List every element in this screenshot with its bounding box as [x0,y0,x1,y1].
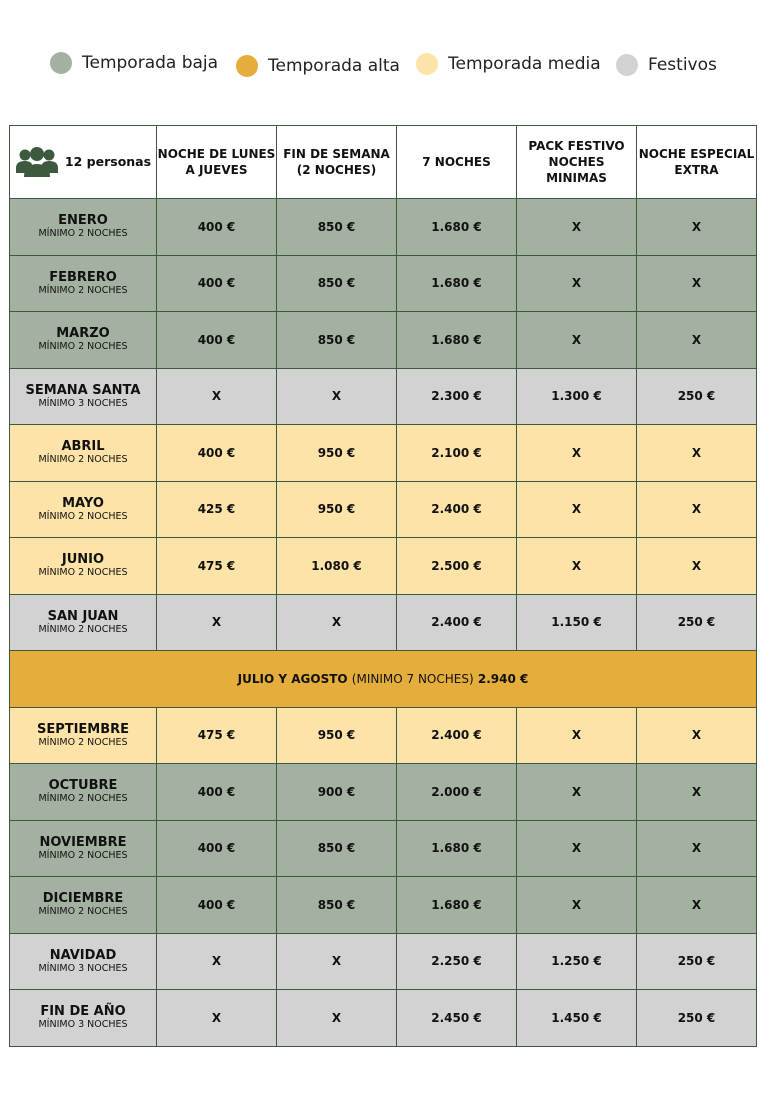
price-cell: 1.080 € [277,538,397,595]
table-row [10,312,757,369]
price-cell: X [637,538,757,595]
price-cell: 850 € [277,877,397,934]
table-row [10,877,757,934]
price-cell: 1.680 € [397,199,517,256]
month-name: SAN JUAN [47,608,119,624]
summer-min-nights: (MINIMO 7 NOCHES) [351,671,474,686]
month-name: NOVIEMBRE [39,834,127,850]
month-cell [10,594,157,651]
table-row [10,651,757,708]
month-name: JUNIO [61,552,105,568]
month-name: SEPTIEMBRE [36,721,130,737]
price-cell: X [517,764,637,821]
price-cell: X [157,368,277,425]
price-cell: X [637,820,757,877]
price-cell: 250 € [637,933,757,990]
month-min-nights: MÍNIMO 2 NOCHES [38,567,128,579]
price-cell: X [637,877,757,934]
col-header-noche-especial: NOCHE ESPECIAL EXTRA [637,126,757,199]
table-row [10,255,757,312]
price-cell: X [517,538,637,595]
price-cell: 950 € [277,425,397,482]
price-cell: 850 € [277,312,397,369]
price-cell: 1.680 € [397,877,517,934]
month-min-nights: MÍNIMO 2 NOCHES [38,341,128,353]
legend-item-media [416,53,601,75]
price-cell: X [517,425,637,482]
price-cell: X [277,990,397,1047]
month-cell [10,481,157,538]
month-cell [10,707,157,764]
summer-month-name: JULIO Y AGOSTO [237,671,348,686]
price-cell: 400 € [157,820,277,877]
persons-header [10,126,157,199]
legend-item-baja [50,52,218,74]
month-cell [10,933,157,990]
price-cell: 900 € [277,764,397,821]
month-name: DICIEMBRE [42,891,124,907]
price-cell: 400 € [157,425,277,482]
price-cell: 425 € [157,481,277,538]
price-cell: 1.250 € [517,933,637,990]
price-cell: X [277,594,397,651]
price-cell: 2.300 € [397,368,517,425]
table-row [10,594,757,651]
month-cell [10,199,157,256]
price-cell: 400 € [157,312,277,369]
month-name: FEBRERO [49,269,117,285]
col-header-lunes-jueves: NOCHE DE LUNES A JUEVES [157,126,277,199]
month-cell [10,764,157,821]
month-name: ABRIL [61,439,105,455]
month-min-nights: MÍNIMO 2 NOCHES [38,793,128,805]
rates-table [9,125,757,1047]
month-name: ENERO [58,213,108,229]
price-cell: X [517,707,637,764]
legend-label: Festivos [648,55,717,75]
legend-label: Temporada media [448,54,601,74]
price-cell: X [637,312,757,369]
legend-item-festivos [616,54,717,76]
price-cell: 400 € [157,199,277,256]
price-cell: 2.250 € [397,933,517,990]
price-cell: X [637,764,757,821]
table-row [10,368,757,425]
price-cell: 1.680 € [397,312,517,369]
legend-dot-baja-icon [50,52,72,74]
legend-label: Temporada baja [82,53,219,73]
price-cell: X [157,594,277,651]
price-cell: X [637,199,757,256]
price-cell: 1.680 € [397,820,517,877]
month-min-nights: MÍNIMO 3 NOCHES [38,397,128,409]
month-min-nights: MÍNIMO 2 NOCHES [38,228,128,240]
month-name: OCTUBRE [48,778,118,794]
price-cell: X [277,368,397,425]
price-cell: 250 € [637,594,757,651]
price-cell: X [517,481,637,538]
price-cell: X [517,820,637,877]
month-min-nights: MÍNIMO 2 NOCHES [38,284,128,296]
month-min-nights: MÍNIMO 2 NOCHES [38,736,128,748]
col-header-7-noches: 7 NOCHES [397,126,517,199]
price-cell: X [637,481,757,538]
legend-dot-festivos-icon [616,54,638,76]
legend-dot-alta-icon [236,55,258,77]
price-cell: 400 € [157,764,277,821]
month-min-nights: MÍNIMO 3 NOCHES [38,962,128,974]
summer-price: 2.940 € [477,671,529,686]
month-cell [10,312,157,369]
price-cell: 250 € [637,990,757,1047]
month-min-nights: MÍNIMO 2 NOCHES [38,849,128,861]
price-cell: 2.000 € [397,764,517,821]
price-cell: 1.300 € [517,368,637,425]
table-row [10,425,757,482]
price-cell: 400 € [157,255,277,312]
price-cell: X [637,425,757,482]
price-cell: 2.450 € [397,990,517,1047]
month-cell [10,877,157,934]
month-cell [10,425,157,482]
col-header-fin-semana: FIN DE SEMANA (2 NOCHES) [277,126,397,199]
price-cell: 850 € [277,255,397,312]
month-name: SEMANA SANTA [25,382,141,398]
month-min-nights: MÍNIMO 2 NOCHES [38,623,128,635]
legend-label: Temporada alta [268,56,400,76]
group-people-icon [15,146,59,178]
price-cell: 475 € [157,707,277,764]
legend-item-alta [236,55,400,77]
price-cell: X [517,877,637,934]
table-header-row [10,126,757,199]
price-cell: X [157,933,277,990]
month-name: FIN DE AÑO [40,1004,126,1020]
price-cell: 2.100 € [397,425,517,482]
persons-label: 12 personas [64,154,152,169]
price-cell: 850 € [277,820,397,877]
price-cell: X [157,990,277,1047]
price-cell: 2.400 € [397,481,517,538]
month-cell [10,990,157,1047]
table-row [10,199,757,256]
col-header-pack-festivo: PACK FESTIVO NOCHES MINIMAS [517,126,637,199]
price-cell: X [517,312,637,369]
price-cell: 250 € [637,368,757,425]
price-cell: X [517,199,637,256]
month-name: NAVIDAD [49,947,117,963]
month-min-nights: MÍNIMO 2 NOCHES [38,510,128,522]
table-row [10,481,757,538]
price-cell: 2.500 € [397,538,517,595]
month-name: MARZO [56,326,110,342]
price-cell: 400 € [157,877,277,934]
month-name: MAYO [62,495,104,511]
legend-dot-media-icon [416,53,438,75]
table-row [10,707,757,764]
price-cell: 2.400 € [397,594,517,651]
price-cell: 950 € [277,481,397,538]
table-row [10,764,757,821]
month-min-nights: MÍNIMO 2 NOCHES [38,454,128,466]
summer-season-cell [10,651,757,708]
table-row [10,990,757,1047]
price-cell: X [637,707,757,764]
price-cell: 1.150 € [517,594,637,651]
price-cell: 475 € [157,538,277,595]
price-cell: X [637,255,757,312]
price-cell: X [517,255,637,312]
price-cell: 850 € [277,199,397,256]
month-min-nights: MÍNIMO 3 NOCHES [38,1019,128,1031]
price-cell: X [277,933,397,990]
table-row [10,933,757,990]
price-cell: 950 € [277,707,397,764]
table-row [10,820,757,877]
price-cell: 1.680 € [397,255,517,312]
month-cell [10,255,157,312]
month-min-nights: MÍNIMO 2 NOCHES [38,906,128,918]
season-legend [0,0,768,100]
table-row [10,538,757,595]
price-cell: 2.400 € [397,707,517,764]
month-cell [10,820,157,877]
price-cell: 1.450 € [517,990,637,1047]
month-cell [10,368,157,425]
month-cell [10,538,157,595]
